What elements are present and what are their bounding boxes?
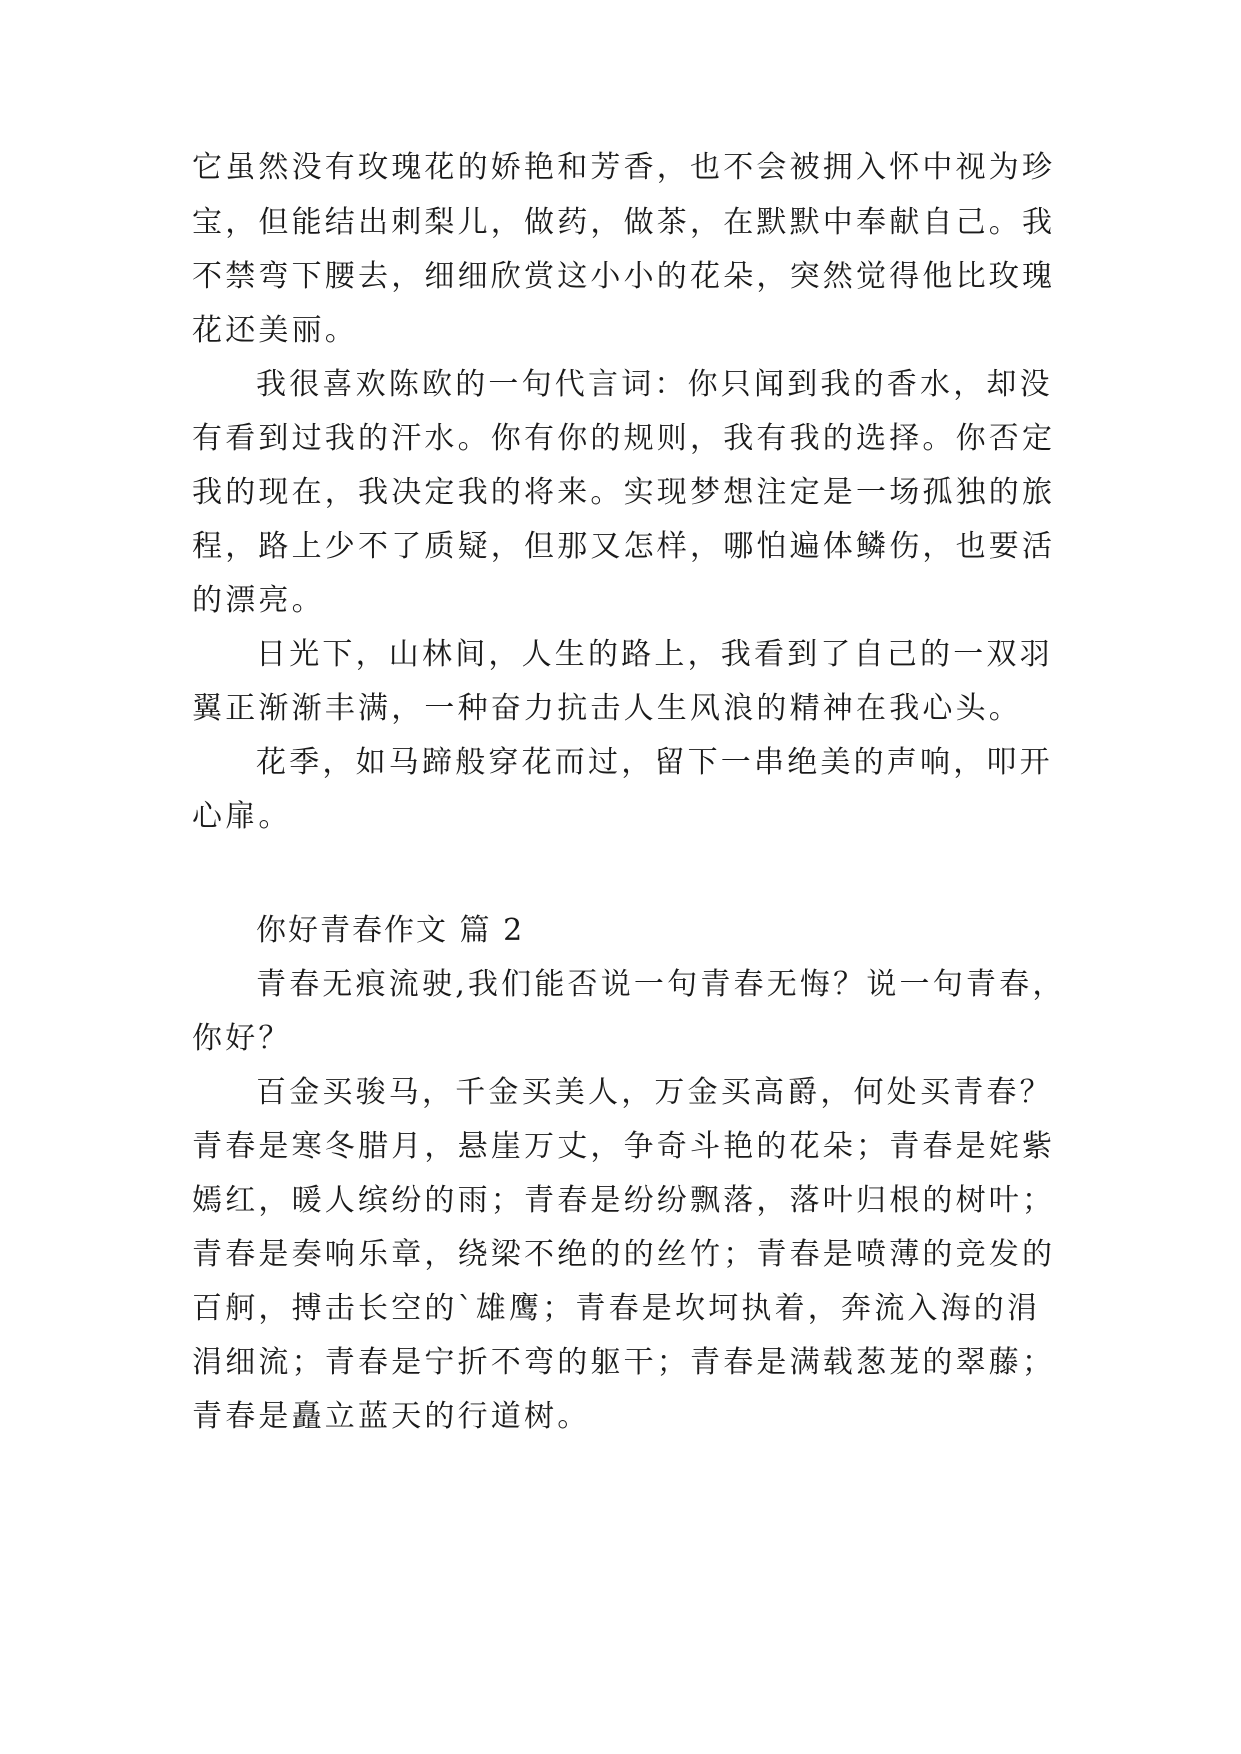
- text-line: 的漂亮。: [192, 583, 325, 618]
- text-line: 宝，但能结出刺梨儿，做药，做茶，在默默中奉献自己。我: [192, 205, 1056, 240]
- text-line: 你好？: [192, 1021, 292, 1056]
- text-line: 翼正渐渐丰满，一种奋力抗击人生风浪的精神在我心头。: [192, 691, 1022, 726]
- text-line: 花还美丽。: [192, 313, 358, 348]
- text-line: 青春是奏响乐章，绕梁不绝的的丝竹；青春是喷薄的竞发的: [192, 1237, 1056, 1272]
- text-line: 花季，如马蹄般穿花而过，留下一串绝美的声响，叩开: [256, 745, 1053, 780]
- text-line: 心扉。: [192, 799, 292, 834]
- text-line: 有看到过我的汗水。你有你的规则，我有我的选择。你否定: [192, 421, 1056, 456]
- text-line: 我很喜欢陈欧的一句代言词：你只闻到我的香水，却没: [256, 367, 1053, 402]
- section-heading: 你好青春作文 篇 2: [256, 913, 525, 948]
- text-line: 程，路上少不了质疑，但那又怎样，哪怕遍体鳞伤，也要活: [192, 529, 1056, 564]
- text-line: 日光下，山林间，人生的路上，我看到了自己的一双羽: [256, 637, 1053, 672]
- text-line: 我的现在，我决定我的将来。实现梦想注定是一场孤独的旅: [192, 475, 1056, 510]
- text-line: 嫣红，暖人缤纷的雨；青春是纷纷飘落，落叶归根的树叶；: [192, 1183, 1056, 1218]
- text-line: 青春无痕流驶,我们能否说一句青春无悔？说一句青春，: [256, 967, 1066, 1002]
- text-line: 青春是矗立蓝天的行道树。: [192, 1399, 591, 1434]
- text-line: 百舸，搏击长空的`雄鹰；青春是坎坷执着，奔流入海的涓: [192, 1291, 1041, 1326]
- text-line: 它虽然没有玫瑰花的娇艳和芳香，也不会被拥入怀中视为珍: [192, 150, 1056, 185]
- text-line: 青春是寒冬腊月，悬崖万丈，争奇斗艳的花朵；青春是姹紫: [192, 1129, 1056, 1164]
- text-line: 百金买骏马，千金买美人，万金买高爵，何处买青春？: [256, 1075, 1053, 1110]
- text-line: 不禁弯下腰去，细细欣赏这小小的花朵，突然觉得他比玫瑰: [192, 259, 1056, 294]
- text-line: 涓细流；青春是宁折不弯的躯干；青春是满载葱茏的翠藤；: [192, 1345, 1056, 1380]
